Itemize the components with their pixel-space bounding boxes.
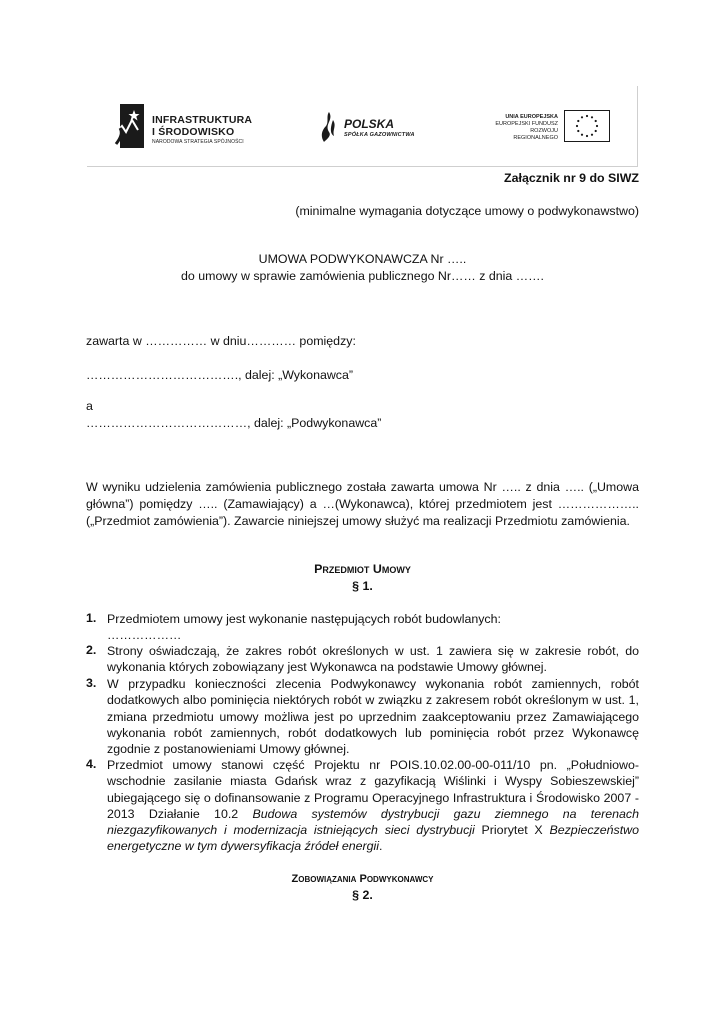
item-2-line-1: Strony oświadczają, że zakres robót określonych w ust. 1 zawiera się w zakresie robót, do — [107, 644, 639, 658]
item-4-line-1: Przedmiot umowy stanowi część Projektu nr POIS.10.02.00-00-011/10 pn. „Południowo- — [107, 758, 639, 772]
item-4-line-4-a: 2013 Działanie 10.2 — [107, 806, 253, 821]
item-4-number: 4. — [86, 757, 97, 771]
item-1-line-2: ……………… — [107, 628, 182, 643]
document-title: UMOWA PODWYKONAWCZA Nr ….. — [258, 252, 467, 266]
item-4-line-3: ubiegającego się o dofinansowanie z Programu Operacyjnego Infrastruktura i Środowisko 2007 - — [107, 790, 639, 805]
logo-eu-line3: ROZWOJU REGIONALNEGO — [513, 128, 558, 141]
item-3-line-5: zgodnie z postanowieniami Umowy głównej. — [107, 742, 350, 757]
item-4-line-6 — [107, 838, 639, 854]
intro-line-1: W wyniku udzielenia zamówienia publicznego została zawarta umowa Nr ….. z dnia ….. („Umowa — [86, 480, 639, 494]
item-2 — [107, 643, 639, 676]
subcontractor-line: …………………………………, dalej: „Podwykonawca” — [86, 416, 382, 430]
item-4-line-6-text: energetyczne w tym dywersyfikacja źródeł energii — [107, 839, 380, 854]
item-4 — [107, 757, 639, 855]
item-4-line-6-end: . — [379, 839, 383, 854]
header-rule — [87, 166, 638, 167]
intro-line-2: główna”) pomiędzy ….. (Zamawiający) a …(Wykonawca), której przedmiotem jest ……………….. — [86, 497, 639, 511]
item-1-number: 1. — [86, 611, 97, 625]
item-4-line-4-b: Budowa systemów dystrybucji gazu ziemnego na terenach — [252, 806, 639, 821]
intro-paragraph — [86, 479, 639, 530]
concluded-line: zawarta w …………… w dniu………… pomiędzy: — [86, 334, 356, 348]
section2-heading: Zobowiązania Podwykonawcy — [291, 873, 434, 885]
item-3 — [107, 676, 639, 757]
item-1-line-1: Przedmiotem umowy jest wykonanie następujących robót budowlanych: — [107, 612, 501, 626]
item-3-line-2: dodatkowych albo pominięcia niektórych robót w związku z zakresem robót określonym w ust. 1, — [107, 693, 639, 708]
logo-infrastruktura — [112, 104, 262, 152]
eu-flag-icon — [564, 110, 610, 142]
section1-heading: Przedmiot Umowy — [314, 562, 411, 576]
logo-infra-line3: NARODOWA STRATEGIA SPÓJNOŚCI — [152, 139, 244, 145]
header-vertical-rule — [637, 86, 638, 167]
logo-infra-line1: INFRASTRUKTURA — [152, 114, 253, 126]
contractor-line: ………………………………., dalej: „Wykonawca” — [86, 368, 354, 382]
section2-paragraph-sign: § 2. — [352, 888, 373, 902]
item-3-number: 3. — [86, 676, 97, 690]
item-3-line-1: W przypadku konieczności zlecenia Podwykonawcy wykonania robót zamiennych, robót — [107, 677, 639, 691]
logo-polska-spolka-gazownictwa — [320, 112, 430, 144]
item-2-line-2: wykonania których zobowiązany jest Wykonawca na podstawie Umowy głównej. — [107, 660, 547, 675]
logo-unia-europejska — [486, 110, 616, 146]
item-4-line-2: wschodnie zasilanie miasta Gdańsk wraz z gazyfikacją Wiślinki i Wyspy Sobieszewskiej” — [107, 774, 639, 789]
infrastruktura-emblem-icon — [112, 104, 148, 148]
document-subtitle: (minimalne wymagania dotyczące umowy o podwykonawstwo) — [295, 204, 639, 218]
logo-infra-line2: I ŚRODOWISKO — [152, 126, 235, 138]
logo-polska-line2: SPÓŁKA GAZOWNICTWA — [344, 132, 415, 138]
item-4-line-5 — [107, 822, 639, 838]
flame-icon — [320, 112, 338, 142]
attachment-label: Załącznik nr 9 do SIWZ — [504, 171, 639, 185]
item-2-number: 2. — [86, 643, 97, 657]
item-4-line-5-c: Bezpieczeństwo — [549, 823, 639, 838]
logo-polska-line1: POLSKA — [344, 117, 395, 131]
logo-eu-line2: EUROPEJSKI FUNDUSZ — [495, 121, 558, 127]
item-4-line-5-b: Priorytet X — [474, 823, 550, 838]
item-1 — [107, 611, 639, 644]
and-word: a — [86, 399, 93, 413]
logo-eu-line1: UNIA EUROPEJSKA — [505, 114, 558, 120]
section1-paragraph-sign: § 1. — [352, 579, 373, 593]
item-4-line-5-a: niezgazyfikowanych i modernizacja istniejących sieci dystrybucji — [107, 823, 475, 838]
document-title-line2: do umowy w sprawie zamówienia publicznego Nr…… z dnia ……. — [181, 269, 544, 283]
intro-line-3: („Przedmiot zamówienia”). Zawarcie niniejszej umowy służyć ma realizacji Przedmiotu zamówienia. — [86, 514, 630, 528]
item-3-line-3: zmiana przedmiotu umowy możliwa jest po uprzednim zaakceptowaniu przez Zamawiającego — [107, 709, 639, 724]
item-3-line-4: wykonania robót zamiennych, robót dodatkowych lub pominięcia robót przez Wykonawcę — [107, 725, 639, 740]
item-4-line-4 — [107, 806, 639, 822]
